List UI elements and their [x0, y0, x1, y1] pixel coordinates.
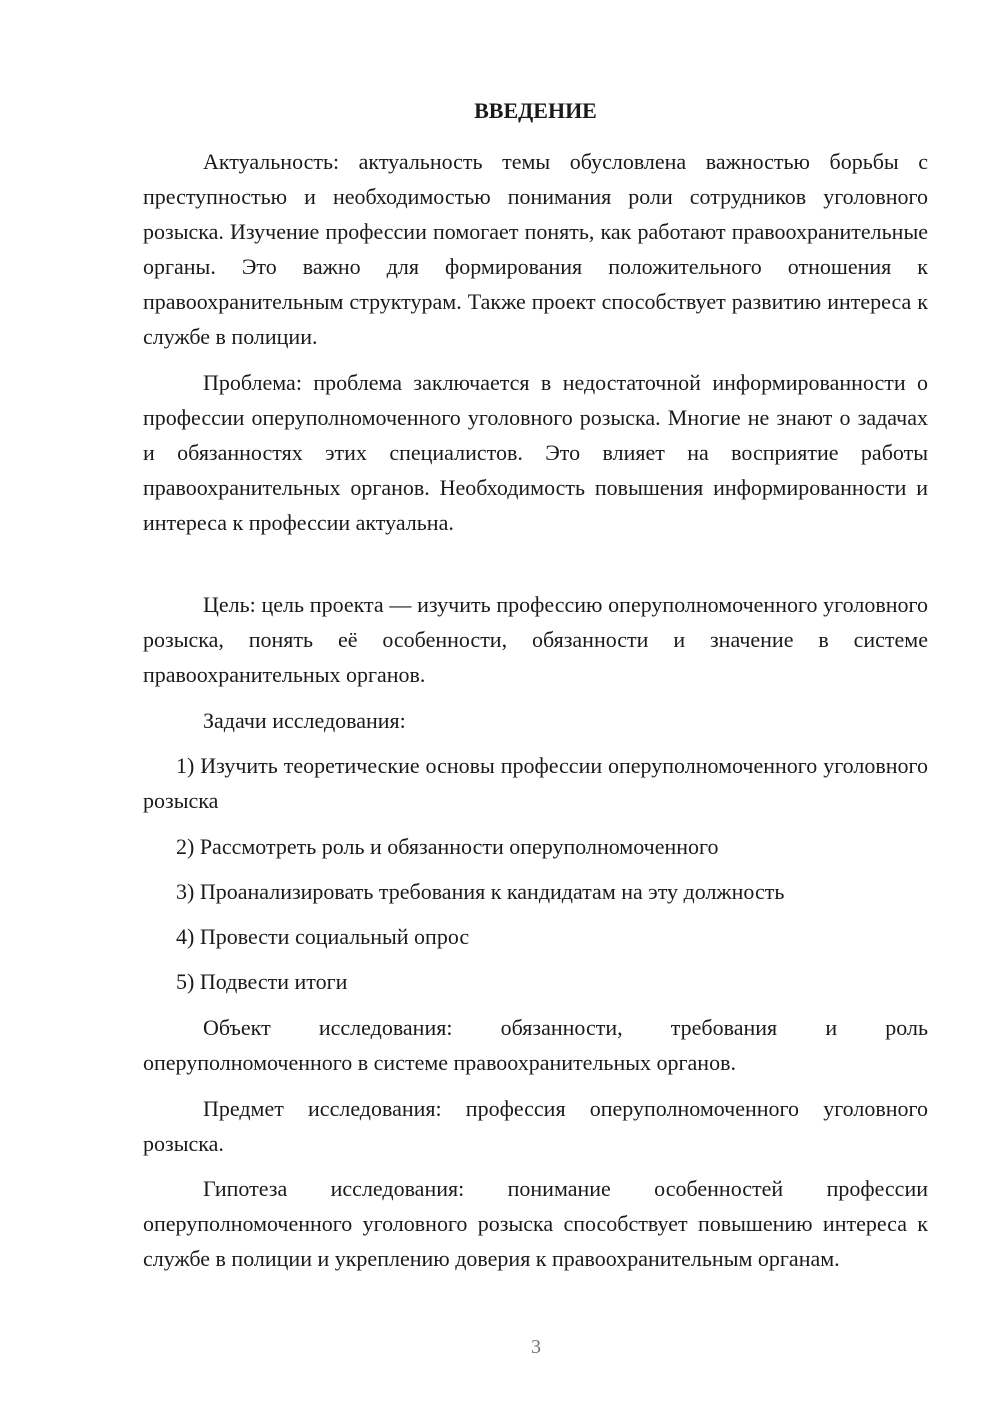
task-item: 1) Изучить теоретические основы профессии оперуполномоченного уголовного розыска: [143, 753, 928, 813]
paragraph-relevance: Актуальность: актуальность темы обусловлена важностью борьбы с преступностью и необходимостью понимания роли сотрудников уголовного розыска. Изучение профессии помогает понять, как работают правоохранительные органы. Это важно для формирования положительного отношения к правоохранительным структурам. Также проект способствует развитию интереса к службе в полиции.: [143, 149, 928, 349]
tasks-heading: Задачи исследования:: [203, 708, 406, 733]
paragraph-subject: Предмет исследования: профессия оперуполномоченного уголовного розыска.: [143, 1096, 928, 1156]
page-number: 3: [531, 1336, 541, 1358]
task-item: 5) Подвести итоги: [176, 969, 348, 994]
paragraph-problem: Проблема: проблема заключается в недостаточной информированности о профессии оперуполномоченного уголовного розыска. Многие не знают о задачах и обязанностях этих специалистов. Это влияет на восприятие работы правоохранительных органов. Необходимость повышения информированности и интереса к профессии актуальна.: [143, 370, 928, 535]
task-item: 4) Провести социальный опрос: [176, 924, 470, 949]
task-item: 3) Проанализировать требования к кандидатам на эту должность: [176, 879, 785, 904]
paragraph-goal: Цель: цель проекта — изучить профессию оперуполномоченного уголовного розыска, понять её особенности, обязанности и значение в системе правоохранительных органов.: [143, 592, 928, 687]
paragraph-hypothesis: Гипотеза исследования: понимание особенностей профессии оперуполномоченного уголовного розыска способствует повышению интереса к службе в полиции и укреплению доверия к правоохранительным органам.: [143, 1176, 928, 1271]
task-item: 2) Рассмотреть роль и обязанности оперуполномоченного: [176, 834, 719, 859]
paragraph-object: Объект исследования: обязанности, требования и роль оперуполномоченного в системе правоохранительных органов.: [143, 1015, 928, 1075]
section-heading: ВВЕДЕНИЕ: [474, 98, 597, 123]
